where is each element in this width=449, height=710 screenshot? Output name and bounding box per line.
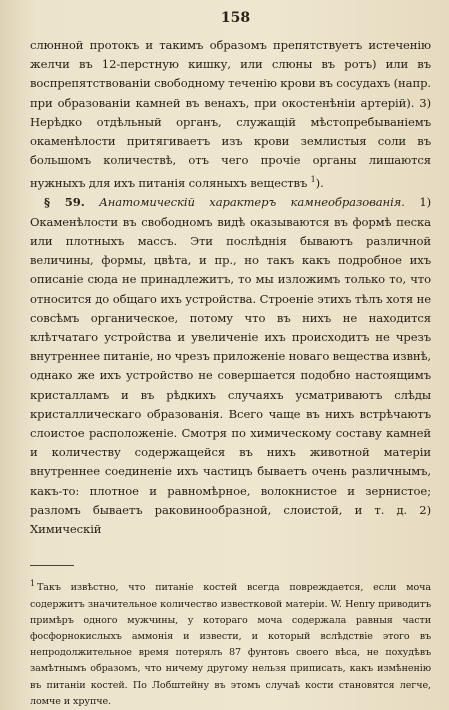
footnote-reference[interactable]: 1 [310,175,316,185]
section-number: § 59. [44,195,85,210]
footnote [30,576,431,710]
paragraph-2-text: 1) Окаменѣлости въ свободномъ видѣ оказываются въ формѣ песка или плотныхъ массъ. Эти послѣднія бываютъ различной величины, формы, цвѣта, и пр., но такъ какъ подробное ихъ описаніе сюда не принадлежитъ, то мы изложимъ только то, что относится до общаго ихъ устройства. Строеніе этихъ тѣлъ хотя не совсѣмъ органическое, потому что въ нихъ не находится клѣтчатаго устройства и увеличеніе ихъ происходитъ не чрезъ внутреннее питаніе, но чрезъ приложеніе новаго вещества извнѣ, однако же ихъ устройство не совершается подобно настоящимъ кристалламъ и въ рѣдкихъ случаяхъ усматриваютъ слѣды кристаллическаго образованія. Всего чаще въ нихъ встрѣчаютъ слоистое расположеніе. Смотря по химическому составу камней и количеству содержащейся въ нихъ животной матеріи внутреннее соединеніе ихъ частицъ бываетъ очень различнымъ, какъ-то: плотное и равномѣрное, волокнистое и зернистое; разломъ бываетъ раковинообразной, слоистой, и т. д. 2) Химическій [30,195,432,536]
footnote-text: Такъ извѣстно, что питаніе костей всегда повреждается, если моча содержитъ значительное количество известковой матеріи. W. Henry приводитъ примѣръ одного мужчины, у котораго моча содержала равныя части фосфорнокислыхъ аммонія и извести, и который вслѣдствіе этого въ непродолжительное время потерялъ 87 фунтовъ своего вѣса, не похудѣвъ замѣтнымъ образомъ, что ничему другому нельзя приписать, какъ измѣненію въ питаніи костей. По Лобштейну въ этомъ случаѣ кости становятся легче, ломче и хрупче. [30,582,431,707]
paragraph-1-text: слюнной протокъ и такимъ образомъ препятствуетъ истеченію желчи въ 12-перстную кишку, или слюны въ ротъ) или въ воспрепятствованіи свободному теченію крови въ сосудахъ (напр. при образованіи камней въ венахъ, при окостенѣніи артерій). 3) Нерѣдко отдѣльный органъ, служащій мѣстопребываніемъ окаменѣлости притягиваетъ изъ крови землистыя соли въ большомъ количествѣ, отъ чего прочіе органы лишаются нужныхъ для ихъ питанія соляныхъ веществъ [30,38,431,191]
page-number: 158 [220,10,251,26]
main-text [30,36,431,539]
section-paragraph [30,193,431,539]
paragraph-continued [30,36,431,193]
footnote-divider [30,565,74,566]
footnote-mark: 1 [30,579,35,589]
paragraph-1-end: ). [315,176,324,191]
section-title: Анатомическій характеръ камнеобразованія. [99,195,405,210]
